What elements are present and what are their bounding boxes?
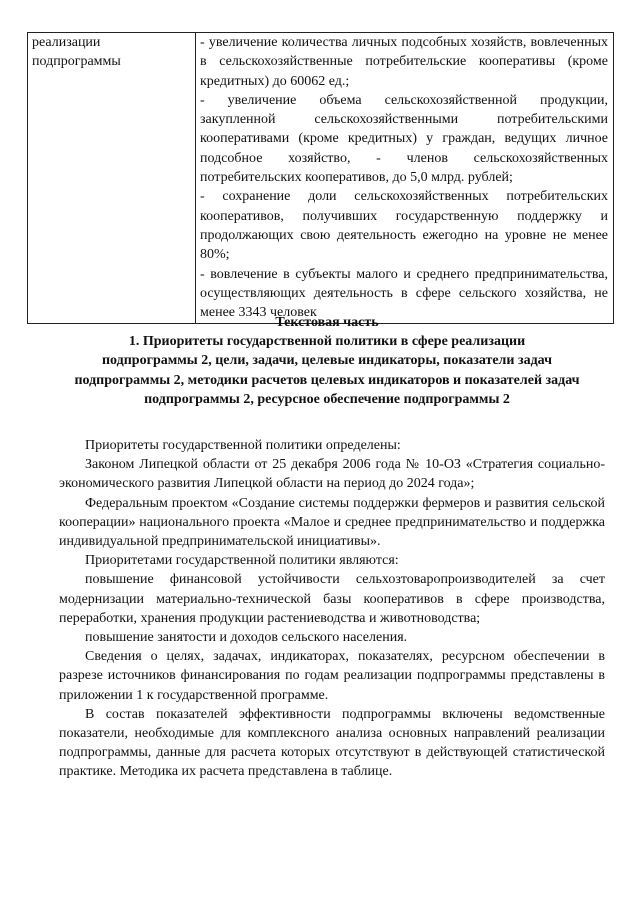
result-item: - сохранение доли сельскохозяйственных потребительских кооперативов, получивших государственную поддержку и продолжающих свою деятельность ежегодно на уровне не менее 80%; [200,189,608,263]
paragraph: Приоритетами государственной политики являются: [85,553,399,569]
heading-line: подпрограммы 2, методики расчетов целевых индикаторов и показателей задач [74,372,580,388]
result-item: - увеличение объема сельскохозяйственной продукции, закупленной сельскохозяйственными потребительскими кооперативами (кроме кредитных) у граждан, ведущих личное подсобное хозяйство, - членов сельскохозяйственных потребительских кооперативов, до 5,0 млрд. рублей; [200,92,608,186]
heading-line: подпрограммы 2, цели, задачи, целевые индикаторы, показатели задач [101,353,553,369]
body-text [59,436,605,782]
paragraph: В состав показателей эффективности подпрограммы включены ведомственные показатели, необходимые для комплексного анализа основных направлений реализации подпрограммы, данные для расчета которых отсутствуют в действующей статистической практике. Методика их расчета представлена в таблице. [59,706,605,780]
paragraph: Законом Липецкой области от 25 декабря 2006 года № 10-ОЗ «Стратегия социально-экономического развития Липецкой области на период до 2024 года»; [59,457,605,492]
row-label-cell [28,33,196,324]
expected-results-table [27,32,614,324]
heading-line: подпрограммы 2, ресурсное обеспечение подпрограммы 2 [144,391,510,407]
paragraph: повышение занятости и доходов сельского населения. [85,630,408,646]
heading-title: Текстовая часть [275,315,379,330]
section-heading [40,313,614,409]
row-content-cell [196,33,614,324]
result-item: - увеличение количества личных подсобных хозяйств, вовлеченных в сельскохозяйственные потребительские кооперативы (кроме кредитных) до 60062 ед.; [200,35,608,89]
result-item: - вовлечение в субъекты малого и среднего предпринимательства, осуществляющих деятельность в сфере сельского хозяйства, не менее 3343 человек [200,266,608,321]
paragraph: Федеральным проектом «Создание системы поддержки фермеров и развития сельской кооперации» национального проекта «Малое и среднее предпринимательство и поддержка индивидуальной предпринимательской инициативы». [59,495,605,550]
table-row [28,33,614,324]
paragraph: Приоритеты государственной политики определены: [85,438,401,453]
paragraph: повышение финансовой устойчивости сельхозтоваропроизводителей за счет модернизации материально-технической базы кооперативов в сфере производства, переработки, хранения продукции растениеводства и животноводства; [59,572,605,626]
heading-line: 1. Приоритеты государственной политики в сфере реализации [128,334,526,350]
row-label: реализации подпрограммы [32,35,121,70]
paragraph: Сведения о целях, задачах, индикаторах, показателях, ресурсном обеспечении в разрезе источников финансирования по годам реализации подпрограммы представлены в приложении 1 к государственной программе. [59,649,605,703]
